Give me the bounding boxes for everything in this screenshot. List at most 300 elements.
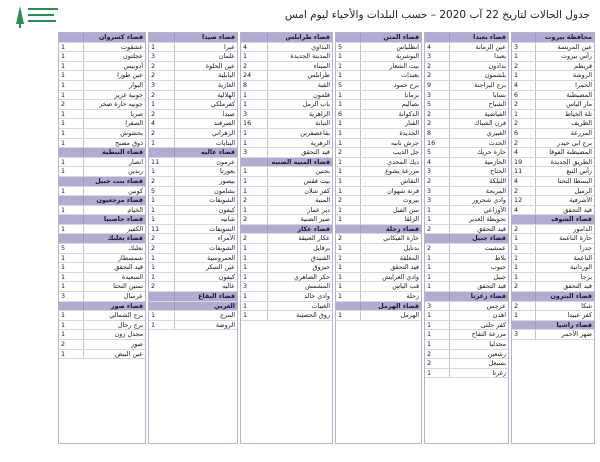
- case-count: 1: [59, 158, 84, 167]
- case-count: 1: [336, 91, 361, 100]
- table-row: [241, 139, 332, 149]
- table-row: [149, 158, 237, 168]
- locality-name: برج ابي حيدر: [557, 138, 592, 147]
- table-row: [336, 119, 421, 129]
- case-count: 1: [149, 321, 175, 330]
- case-count: 1: [336, 129, 361, 138]
- table-row: [512, 91, 594, 101]
- case-count: 1: [149, 263, 175, 272]
- table-row: [512, 71, 594, 81]
- locality-name: بيصور: [219, 176, 235, 185]
- table-row: [149, 100, 237, 110]
- district-name: قضاء جبيل: [472, 234, 506, 243]
- case-count: 1: [512, 52, 536, 61]
- table-row: [425, 215, 508, 225]
- case-count: 8: [241, 81, 268, 90]
- table-row: [149, 177, 237, 187]
- locality-name: باب الرمل: [302, 100, 330, 109]
- case-count: 1: [336, 215, 361, 224]
- locality-name: بعبدات: [401, 71, 419, 80]
- case-count: 1: [336, 263, 361, 272]
- locality-name: وادي شحرور: [472, 196, 506, 205]
- table-row: [512, 206, 594, 216]
- table-row: [512, 330, 594, 340]
- table-row: [512, 43, 594, 53]
- locality-name: الصرفند: [213, 119, 235, 128]
- locality-name: قيد التحقق: [477, 224, 506, 233]
- table-row: [149, 234, 237, 244]
- district-header-row: [149, 292, 237, 302]
- table-row: [336, 292, 421, 302]
- table-row: [59, 244, 145, 254]
- locality-name: الخيام: [127, 205, 143, 214]
- locality-name: الصفرا: [125, 119, 143, 128]
- case-count: [425, 234, 450, 243]
- locality-name: صور: [131, 340, 143, 348]
- locality-name: حكر الضاهري: [293, 272, 330, 281]
- case-count: 1: [336, 187, 361, 196]
- case-count: 1: [336, 139, 361, 148]
- case-count: 1: [149, 100, 175, 109]
- case-count: 1: [336, 71, 361, 80]
- table-row: [241, 311, 332, 321]
- case-count: 1: [59, 254, 84, 263]
- district-name: محافظة بيروت: [545, 33, 592, 41]
- locality-name: جونيه حارة صخر: [99, 100, 143, 109]
- table-row: [336, 234, 421, 244]
- table-row: [149, 311, 237, 321]
- case-count: 1: [241, 292, 268, 301]
- case-count: 1: [149, 215, 175, 224]
- district-name: قضاء البترون: [550, 292, 592, 301]
- table-row: [241, 263, 332, 273]
- case-count: 3: [241, 148, 268, 157]
- district-name: قضاء زحلة: [385, 224, 419, 233]
- locality-name: شكا: [581, 301, 592, 310]
- case-count: 3: [512, 43, 536, 52]
- case-count: 16: [241, 119, 268, 128]
- case-count: 2: [425, 62, 450, 71]
- table-row: [512, 311, 594, 321]
- locality-name: الروضة: [215, 320, 235, 329]
- locality-name: فرن الشباك: [474, 119, 506, 128]
- table-row: [149, 206, 237, 216]
- case-count: 2: [512, 302, 536, 311]
- locality-name: ذوق مصبح: [115, 138, 143, 147]
- case-count: 4: [425, 43, 450, 52]
- table-row: [425, 340, 508, 350]
- table-row: [336, 311, 421, 321]
- case-count: 2: [425, 350, 450, 359]
- locality-name: الغيبات: [311, 301, 330, 310]
- locality-name: قيد التحقق: [114, 263, 143, 272]
- case-count: 6: [512, 91, 536, 100]
- locality-name: الهلالية: [217, 90, 235, 99]
- locality-name: عين السكر: [205, 263, 235, 272]
- district-name: قضاء الشوف: [551, 215, 592, 224]
- table-row: [59, 43, 145, 53]
- locality-name: عين البيض: [114, 349, 143, 358]
- case-count: 1: [149, 167, 175, 176]
- locality-name: برج رحال: [117, 320, 143, 329]
- table-row: [425, 330, 508, 340]
- locality-name: عكار العتيقة: [298, 234, 330, 243]
- table-row: [425, 206, 508, 216]
- case-count: 1: [241, 139, 268, 148]
- case-count: 1: [59, 110, 84, 119]
- case-count: 1: [241, 91, 268, 100]
- case-count: 1: [336, 167, 361, 176]
- table-row: [241, 292, 332, 302]
- table-row: [59, 139, 145, 149]
- locality-name: الحمرا: [575, 80, 592, 89]
- locality-name: الزهرية: [310, 138, 330, 147]
- district-column: [58, 32, 146, 444]
- case-count: 1: [59, 52, 84, 61]
- locality-name: تحويطة الغدير: [468, 215, 506, 224]
- locality-name: بعورتا: [220, 167, 235, 176]
- locality-name: الطريق الجديدة: [550, 157, 592, 166]
- locality-name: حارة حريك: [476, 148, 506, 157]
- locality-name: برج البراجنة: [474, 80, 506, 89]
- case-count: 2: [512, 282, 536, 291]
- locality-name: صير الضنية: [300, 215, 330, 224]
- locality-name: بدنايل: [403, 244, 419, 253]
- case-count: [59, 302, 84, 311]
- case-count: 16: [425, 139, 450, 148]
- locality-name: ضهر الأحمر: [561, 330, 592, 339]
- case-count: 1: [241, 187, 268, 196]
- district-column: [424, 32, 509, 444]
- page-header: [0, 0, 600, 32]
- locality-name: بلشمون: [484, 71, 506, 80]
- case-count: 6: [512, 129, 536, 138]
- case-count: 6: [336, 110, 361, 119]
- table-row: [336, 110, 421, 120]
- table-row: [512, 139, 594, 149]
- district-header-row: [336, 302, 421, 312]
- district-name: قضاء مرجعيون: [96, 196, 143, 205]
- case-count: 2: [149, 177, 175, 186]
- table-row: [336, 244, 421, 254]
- case-count: 1: [336, 177, 361, 186]
- case-count: 9: [425, 81, 450, 90]
- table-row: [336, 43, 421, 53]
- case-count: 1: [425, 369, 450, 378]
- locality-name: قيد التحقق: [301, 148, 330, 157]
- locality-name: عشقوت: [120, 42, 143, 51]
- district-header-row: [59, 196, 145, 206]
- table-row: [425, 350, 508, 360]
- table-row: [336, 91, 421, 101]
- district-name: قضاء طرابلس: [285, 33, 330, 41]
- case-count: 2: [149, 244, 175, 253]
- case-count: 2: [425, 177, 450, 186]
- district-header-row: [512, 33, 594, 43]
- locality-name: بسبعل: [488, 359, 506, 368]
- case-count: 24: [241, 71, 268, 80]
- table-row: [59, 330, 145, 340]
- district-header-row: [512, 292, 594, 302]
- case-count: 2: [425, 244, 450, 253]
- case-count: 2: [512, 62, 536, 71]
- case-count: 1: [241, 167, 268, 176]
- case-count: 1: [241, 177, 268, 186]
- table-row: [425, 167, 508, 177]
- locality-name: مزرعة التفاح: [471, 330, 506, 339]
- locality-name: عرجس: [486, 301, 506, 310]
- table-row: [59, 282, 145, 292]
- locality-name: عين الحلوة: [205, 61, 235, 70]
- case-count: 11: [149, 158, 175, 167]
- locality-name: شانيه: [220, 215, 235, 224]
- table-row: [336, 62, 421, 72]
- case-count: 1: [336, 292, 361, 301]
- locality-name: بيت فقس: [303, 176, 330, 185]
- table-row: [336, 81, 421, 91]
- case-count: 1: [149, 273, 175, 282]
- locality-name: الناعمة: [573, 253, 592, 262]
- locality-name: عين طورا: [117, 71, 143, 80]
- locality-name: البوشرية: [395, 52, 419, 61]
- case-count: 2: [59, 340, 84, 349]
- locality-name: بصاليم: [401, 100, 419, 109]
- district-header-row: [425, 234, 508, 244]
- case-count: [59, 148, 84, 157]
- case-count: [149, 292, 175, 301]
- locality-name: الأشرفية: [569, 196, 592, 205]
- locality-name: الجديدة: [399, 128, 419, 137]
- table-row: [59, 254, 145, 264]
- table-row: [425, 359, 508, 369]
- case-count: 2: [149, 62, 175, 71]
- case-count: 1: [149, 311, 175, 320]
- case-count: 1: [425, 215, 450, 224]
- table-row: [425, 52, 508, 62]
- case-count: 1: [59, 81, 84, 90]
- case-count: 1: [59, 71, 84, 80]
- case-count: 3: [149, 81, 175, 90]
- locality-name: الشويفات: [209, 244, 235, 253]
- locality-name: بيت الشعار: [389, 61, 419, 70]
- case-count: 1: [336, 62, 361, 71]
- case-count: 3: [241, 282, 268, 291]
- locality-name: صربا: [130, 109, 143, 118]
- case-count: 1: [425, 340, 450, 349]
- locality-name: قيد التحقق: [563, 282, 592, 291]
- case-count: 2: [425, 359, 450, 368]
- table-row: [149, 43, 237, 53]
- locality-name: زغرتا: [492, 368, 506, 377]
- locality-name: عين المريسة: [557, 42, 592, 51]
- case-count: 1: [59, 91, 84, 100]
- locality-name: برمانا: [404, 90, 419, 99]
- locality-name: برجا: [580, 272, 592, 281]
- table-row: [149, 273, 237, 283]
- locality-name: بقاعصفرين: [300, 128, 330, 137]
- table-row: [336, 196, 421, 206]
- district-header-row: [59, 177, 145, 187]
- locality-name: الوردانية: [570, 263, 592, 272]
- case-count: 1: [512, 263, 536, 272]
- table-row: [59, 110, 145, 120]
- table-row: [149, 62, 237, 72]
- district-column: [335, 32, 422, 444]
- table-row: [512, 244, 594, 254]
- locality-name: التبانة: [315, 119, 330, 128]
- case-count: 2: [149, 110, 175, 119]
- table-row: [59, 158, 145, 168]
- case-count: 2: [425, 119, 450, 128]
- table-row: [241, 62, 332, 72]
- district-header-row: [149, 302, 237, 312]
- locality-name: شمسطار: [117, 253, 143, 262]
- table-row: [425, 62, 508, 72]
- case-count: 1: [512, 110, 536, 119]
- locality-name: الحدث: [488, 138, 506, 147]
- case-count: 1: [336, 311, 361, 320]
- district-header-row: [336, 33, 421, 43]
- case-count: 4: [149, 119, 175, 128]
- table-row: [149, 81, 237, 91]
- table-row: [425, 110, 508, 120]
- table-row: [336, 52, 421, 62]
- case-count: [336, 302, 361, 311]
- case-count: 1: [149, 196, 175, 205]
- district-header-row: [336, 225, 421, 235]
- locality-name: بسابا: [492, 90, 506, 99]
- case-count: 4: [241, 43, 268, 52]
- table-row: [425, 263, 508, 273]
- case-count: 1: [336, 206, 361, 215]
- locality-name: النقاش: [400, 176, 419, 185]
- locality-name: قريطم: [574, 61, 592, 70]
- table-row: [336, 148, 421, 158]
- table-row: [59, 263, 145, 273]
- locality-name: الليلكة: [489, 176, 506, 185]
- table-row: [425, 139, 508, 149]
- locality-name: الحازمية: [484, 157, 506, 166]
- locality-name: الفياضية: [484, 109, 506, 118]
- table-row: [425, 302, 508, 312]
- locality-name: حيزوق: [312, 263, 330, 272]
- table-row: [59, 91, 145, 101]
- locality-name: قلمون: [313, 90, 330, 99]
- locality-name: وادي العرايش: [382, 272, 419, 281]
- case-count: 3: [425, 167, 450, 176]
- table-row: [512, 129, 594, 139]
- case-count: 2: [149, 234, 175, 243]
- district-name: قضاء صور: [110, 301, 143, 310]
- case-count: [59, 33, 84, 42]
- table-row: [425, 100, 508, 110]
- table-row: [241, 167, 332, 177]
- case-count: 2: [241, 196, 268, 205]
- table-row: [336, 187, 421, 197]
- district-name: قضاء المنيه الضنيه: [271, 157, 330, 166]
- table-row: [149, 71, 237, 81]
- table-row: [241, 43, 332, 53]
- case-count: 1: [59, 206, 84, 215]
- case-count: 1: [512, 244, 536, 253]
- locality-name: الروشة: [572, 71, 592, 80]
- table-row: [241, 91, 332, 101]
- table-row: [241, 52, 332, 62]
- table-row: [241, 71, 332, 81]
- locality-name: المدينة الجديدة: [290, 52, 330, 61]
- locality-name: قب الياس: [392, 282, 419, 291]
- table-row: [512, 177, 594, 187]
- district-name: قضاء النبطية: [102, 148, 143, 157]
- case-count: 4: [512, 148, 536, 157]
- locality-name: ديك المحدي: [387, 157, 419, 166]
- table-row: [241, 81, 332, 91]
- table-row: [149, 244, 237, 254]
- locality-name: كيفون: [218, 205, 235, 214]
- district-column: [148, 32, 238, 444]
- district-header-row: [59, 234, 145, 244]
- case-count: 12: [512, 196, 536, 205]
- table-row: [512, 167, 594, 177]
- table-row: [59, 225, 145, 235]
- case-count: 5: [425, 148, 450, 157]
- table-row: [336, 100, 421, 110]
- table-row: [425, 282, 508, 292]
- case-count: 1: [336, 244, 361, 253]
- locality-name: مجدل زون: [114, 330, 143, 339]
- case-count: 1: [241, 263, 268, 272]
- locality-name: مار الياس: [566, 100, 592, 109]
- table-row: [59, 187, 145, 197]
- case-count: [59, 234, 84, 243]
- case-count: [59, 177, 84, 186]
- district-header-row: [59, 33, 145, 43]
- case-count: 2: [512, 225, 536, 234]
- district-header-row: [241, 33, 332, 43]
- district-column: [240, 32, 333, 444]
- locality-name: بشامون: [214, 186, 235, 195]
- case-count: 1: [336, 52, 361, 61]
- locality-name: قرنة شهوان: [387, 186, 419, 195]
- locality-name: كفر شلان: [304, 186, 330, 195]
- district-name: قضاء بعبدا: [473, 33, 506, 41]
- table-row: [59, 52, 145, 62]
- district-header-row: [59, 148, 145, 158]
- table-row: [59, 62, 145, 72]
- district-name: قضاء بنت جبيل: [95, 176, 143, 185]
- table-row: [241, 187, 332, 197]
- district-header-row: [425, 33, 508, 43]
- locality-name: كفر حلتى: [480, 320, 506, 329]
- table-row: [59, 311, 145, 321]
- case-count: 3: [512, 330, 536, 339]
- table-row: [59, 206, 145, 216]
- case-count: 8: [425, 129, 450, 138]
- table-row: [59, 100, 145, 110]
- case-count: 1: [149, 254, 175, 263]
- locality-name: البنايات: [215, 138, 235, 147]
- case-count: 1: [241, 244, 268, 253]
- locality-name: عمشيت: [484, 244, 506, 253]
- locality-name: الشياح: [488, 100, 506, 109]
- table-row: [241, 215, 332, 225]
- district-header-row: [149, 148, 237, 158]
- locality-name: المعلقة: [399, 253, 419, 262]
- case-count: [241, 158, 268, 167]
- table-row: [59, 292, 145, 302]
- case-count: 5: [336, 43, 361, 52]
- case-count: 1: [59, 119, 84, 128]
